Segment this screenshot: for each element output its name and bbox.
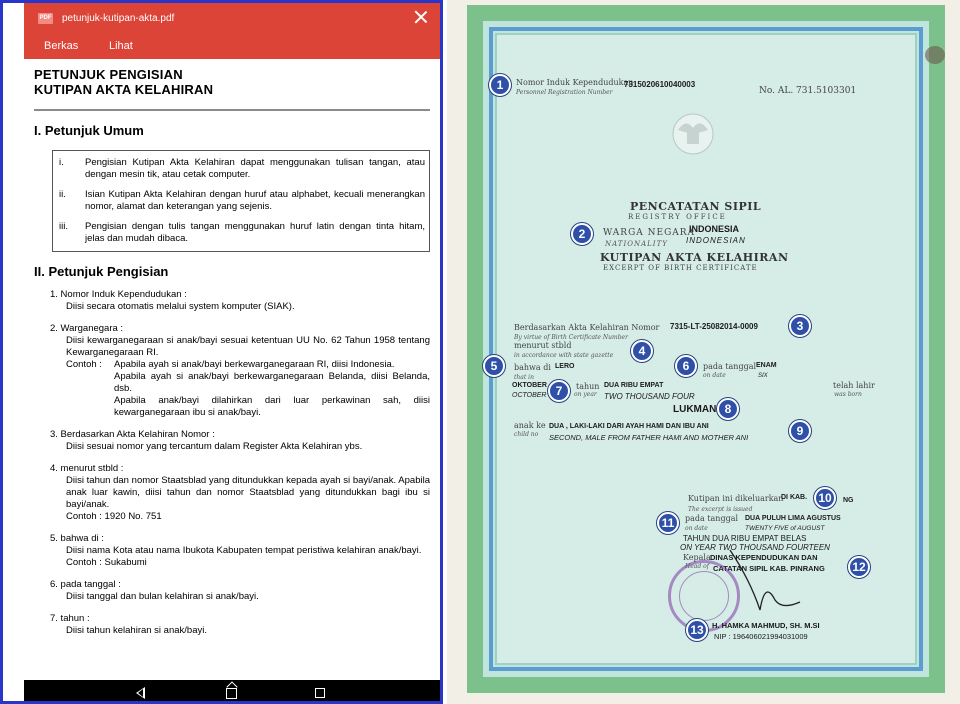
signature-mark: [720, 540, 810, 620]
step-title: 6. pada tanggal :: [50, 579, 121, 590]
issued-date-label-en: on date: [685, 525, 708, 532]
issued-date-value: DUA PULUH LIMA AGUSTUS: [745, 515, 841, 522]
issued-place-label-en: The excerpt is issued: [688, 506, 753, 513]
akta-number-label-en: By virtue of Birth Certificate Number: [514, 334, 628, 341]
step-body: Diisi sesuai nomor yang tercantum dalam Register Akta Kelahiran ybs.: [66, 441, 363, 452]
issued-place-value-end: NG: [843, 497, 854, 504]
year-value: DUA RIBU EMPAT: [604, 382, 664, 389]
step-example: Contoh : 1920 No. 751: [66, 511, 162, 522]
nationality-value-en: INDONESIAN: [686, 236, 746, 245]
official-nip: NIP : 196406021994031009: [714, 632, 808, 641]
general-guidelines-box: [52, 150, 430, 252]
office-subtitle: REGISTRY OFFICE: [628, 213, 727, 221]
callout-badge: 7: [548, 380, 570, 402]
year-value-en: TWO THOUSAND FOUR: [604, 392, 695, 401]
step-item: [34, 613, 430, 637]
back-icon[interactable]: [136, 687, 145, 699]
callout-badge: 1: [489, 74, 511, 96]
close-icon[interactable]: [412, 8, 430, 26]
menu-berkas[interactable]: Berkas: [44, 40, 79, 52]
issued-place-value: DI KAB.: [781, 494, 808, 501]
example-row: [66, 359, 430, 419]
example-label: Contoh :: [66, 359, 102, 370]
child-order-value: DUA , LAKI-LAKI DARI AYAH HAMI DAN IBU ANI: [549, 423, 709, 430]
born-label-en: was born: [834, 391, 862, 398]
head-label-en: Head of: [685, 563, 709, 570]
office-name-line2: CATATAN SIPIL KAB. PINRANG: [713, 564, 825, 573]
akta-number-value: 7315-LT-25082014-0009: [670, 322, 758, 331]
step-body: Diisi nama Kota atau nama Ibukota Kabupaten tempat peristiwa kelahiran anak/bayi.: [66, 545, 422, 556]
step-item: [34, 323, 430, 419]
nationality-label: WARGA NEGARA: [603, 228, 696, 238]
callout-badge: 2: [571, 223, 593, 245]
year-label-en: on year: [574, 391, 597, 398]
item-number: i.: [59, 157, 64, 168]
step-body: Diisi tanggal dan bulan kelahiran si anak/bayi.: [66, 591, 259, 602]
issued-place-label: Kutipan ini dikeluarkan: [688, 494, 784, 503]
excerpt-title: KUTIPAN AKTA KELAHIRAN: [600, 251, 789, 264]
step-title: 2. Warganegara :: [50, 323, 124, 334]
month-value: OKTOBER: [512, 382, 547, 389]
nik-label: Nomor Induk Kependudukan: [516, 78, 634, 87]
nationality-label-en: NATIONALITY: [605, 240, 668, 248]
issued-date-label: pada tanggal: [685, 514, 739, 523]
step-body: Diisi kewarganegaraan si anak/bayi sesuai ketentuan UU No. 62 Tahun 1958 tentang Kewarganegaraan RI.: [66, 335, 430, 358]
garuda-emblem-icon: [668, 110, 718, 156]
viewer-menubar: [24, 34, 440, 59]
step-title: 4. menurut stbld :: [50, 463, 124, 474]
step-title: 1. Nomor Induk Kependudukan :: [50, 289, 187, 300]
step-title: 5. bahwa di :: [50, 533, 104, 544]
callout-badge: 11: [657, 512, 679, 534]
date-value-en: SIX: [758, 373, 768, 379]
akta-number-label: Berdasarkan Akta Kelahiran Nomor: [514, 323, 660, 332]
viewer-titlebar: [24, 3, 440, 34]
step-title: 3. Berdasarkan Akta Kelahiran Nomor :: [50, 429, 215, 440]
place-label-en: that in: [514, 374, 534, 381]
list-item: [59, 157, 425, 181]
stbld-label: menurut stbld: [514, 341, 572, 350]
section1-heading: I. Petunjuk Umum: [34, 123, 144, 138]
home-icon[interactable]: [226, 688, 237, 699]
issued-year-value: TAHUN DUA RIBU EMPAT BELAS: [683, 534, 807, 543]
step-body: Diisi secara otomatis melalui system komputer (SIAK).: [66, 301, 295, 312]
month-value-en: OCTOBER: [512, 392, 547, 399]
place-value: LERO: [555, 363, 575, 370]
callout-badge: 10: [814, 487, 836, 509]
child-order-label-en: child no: [514, 431, 539, 438]
official-name: H. HAMKA MAHMUD, SH. M.SI: [712, 621, 820, 630]
example-line: Apabila anak/bayi dilahirkan dari luar perkawinan sah, diisi kewarganegaraan ibu si anak/bayi.: [114, 395, 430, 418]
paper-stain: [925, 46, 945, 64]
item-number: iii.: [59, 221, 68, 232]
nik-label-en: Personnel Registration Number: [516, 89, 613, 96]
example-lines: [114, 359, 430, 419]
android-navbar: [24, 680, 440, 704]
child-name-value: LUKMAN: [673, 404, 717, 415]
step-title: 7. tahun :: [50, 613, 90, 624]
example-line: Apabila ayah si anak/bayi berkewarganegaraan RI, diisi Indonesia.: [114, 359, 395, 370]
callout-badge: 3: [789, 315, 811, 337]
stbld-label-en: in accordance with state gazette: [514, 352, 614, 359]
doc-title-line2: KUTIPAN AKTA KELAHIRAN: [34, 82, 214, 97]
step-item: [34, 463, 430, 523]
callout-badge: 6: [675, 355, 697, 377]
callout-badge: 13: [686, 619, 708, 641]
item-text: Pengisian dengan tulis tangan menggunakan huruf latin dengan tinta hitam, jelas dan mudah dibaca.: [85, 221, 425, 244]
step-item: [34, 533, 430, 569]
office-name-line1: DINAS KEPENDUDUKAN DAN: [710, 553, 818, 562]
example-line: Apabila ayah si anak/bayi berkewarganegaraan Belanda, diisi Belanda, dsb.: [114, 371, 430, 394]
item-text: Isian Kutipan Akta Kelahiran dengan huruf atau alphabet, kecuali menerangkan nomor, alamat dan keterangan yang sejenis.: [85, 189, 425, 212]
step-item: [34, 289, 430, 313]
pdf-file-icon: PDF: [38, 13, 53, 24]
callout-badge: 4: [631, 340, 653, 362]
office-title: PENCATATAN SIPIL: [630, 200, 762, 213]
list-item: [59, 221, 425, 245]
date-label: pada tanggal: [703, 362, 757, 371]
section2-heading: II. Petunjuk Pengisian: [34, 264, 169, 279]
step-body: Diisi tahun dan nomor Staatsblad yang ditundukkan kepada ayah si bayi/anak. Apabila anak luar kawin, diisi tahun dan nomor Staatsblad yang ditundukkan bagi ibu si bayi/anak.: [66, 475, 430, 510]
step-example: Contoh : Sukabumi: [66, 557, 147, 568]
list-item: [59, 189, 425, 213]
recent-apps-icon[interactable]: [315, 688, 325, 698]
issued-year-value-en: ON YEAR TWO THOUSAND FOURTEEN: [680, 543, 830, 552]
child-order-label: anak ke: [514, 421, 546, 430]
item-number: ii.: [59, 189, 66, 200]
nik-value: 7315020610040003: [624, 80, 696, 89]
born-label: telah lahir: [833, 381, 875, 390]
callout-badge: 8: [717, 398, 739, 420]
pdf-viewer-window: [0, 0, 443, 704]
callout-badge: 9: [789, 420, 811, 442]
item-text: Pengisian Kutipan Akta Kelahiran dapat menggunakan tulisan tangan, atau dengan mesin tik, atau cetak computer.: [85, 157, 425, 180]
nationality-value: INDONESIA: [689, 224, 740, 234]
date-value: ENAM: [756, 362, 777, 369]
step-item: [34, 579, 430, 603]
issued-date-value-en: TWENTY FIVE of AUGUST: [745, 525, 825, 532]
date-label-en: on date: [703, 372, 726, 379]
file-title: petunjuk-kutipan-akta.pdf: [62, 13, 175, 24]
head-label: Kepala: [683, 553, 711, 562]
doc-title-line1: PETUNJUK PENGISIAN: [34, 67, 183, 82]
child-order-value-en: SECOND, MALE FROM FATHER HAMI AND MOTHER ANI: [549, 433, 749, 442]
document-page: [24, 59, 440, 679]
callout-badge: 12: [848, 556, 870, 578]
step-body: Diisi tahun kelahiran si anak/bayi.: [66, 625, 207, 636]
menu-lihat[interactable]: Lihat: [109, 40, 133, 52]
year-label: tahun: [576, 382, 600, 391]
title-divider: [34, 109, 430, 111]
step-item: [34, 429, 430, 453]
excerpt-subtitle: EXCERPT OF BIRTH CERTIFICATE: [603, 264, 758, 272]
callout-badge: 5: [483, 355, 505, 377]
serial-number: No. AL. 731.5103301: [759, 86, 857, 96]
place-label: bahwa di: [514, 363, 551, 372]
